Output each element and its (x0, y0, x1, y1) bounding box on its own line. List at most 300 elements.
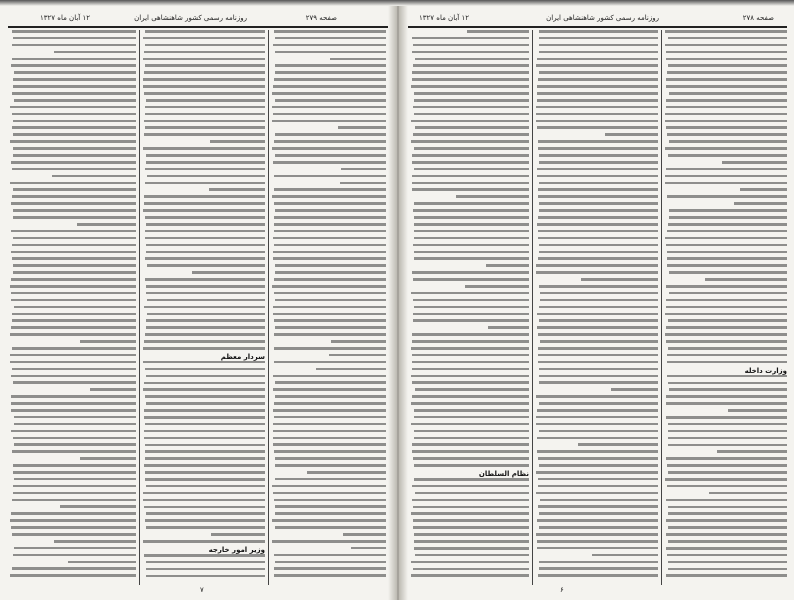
text-line (412, 37, 529, 40)
text-line (13, 437, 136, 440)
text-line (412, 395, 529, 398)
text-line (412, 188, 529, 191)
text-line (536, 533, 658, 536)
text-line (12, 244, 136, 247)
text-line (668, 347, 787, 350)
text-line (666, 547, 787, 550)
text-line (12, 195, 136, 198)
text-line (539, 244, 658, 247)
text-line (11, 526, 136, 529)
text-line (274, 202, 386, 205)
text-line (272, 519, 386, 522)
text-line (144, 430, 265, 433)
text-line (275, 209, 386, 212)
text-line (413, 568, 529, 571)
text-line (146, 561, 265, 564)
text-line (143, 37, 265, 40)
text-line (668, 382, 787, 385)
text-line (144, 202, 265, 205)
text-line (273, 251, 386, 254)
text-line (414, 99, 530, 102)
text-line (12, 257, 136, 260)
text-line (143, 388, 265, 391)
text-line (539, 30, 658, 33)
text-line (414, 113, 529, 116)
text-line (274, 361, 386, 364)
text-line (540, 292, 658, 295)
text-line (12, 92, 136, 95)
text-line (272, 92, 386, 95)
text-line (13, 381, 136, 384)
text-line (144, 554, 265, 557)
text-line (537, 58, 658, 61)
text-line (412, 271, 529, 274)
text-line (665, 147, 787, 150)
text-line (666, 85, 787, 88)
text-line (146, 326, 265, 329)
text-line (13, 37, 136, 40)
text-line (539, 161, 658, 164)
text-line (274, 140, 386, 143)
text-line (539, 71, 658, 74)
text-line (669, 216, 788, 219)
text-line (275, 395, 386, 398)
text-line (12, 533, 136, 536)
text-line (538, 333, 658, 336)
text-line (414, 168, 530, 171)
text-line (146, 402, 265, 405)
text-line (538, 478, 658, 481)
text-line (275, 505, 386, 508)
text-line (275, 51, 386, 54)
text-line (145, 113, 265, 116)
text-line (273, 492, 386, 495)
text-line (668, 223, 787, 226)
text-line (412, 71, 529, 74)
text-line (412, 182, 529, 185)
text-line (666, 285, 787, 288)
text-line (414, 257, 529, 260)
text-line (11, 299, 136, 302)
text-line (539, 381, 658, 384)
text-line (274, 78, 386, 81)
page-number: صفحه ۲۷۹ (305, 14, 337, 22)
text-line (13, 464, 136, 467)
text-line (144, 464, 265, 467)
text-line (486, 264, 529, 267)
text-line (537, 313, 658, 316)
text-line (145, 30, 265, 33)
section-heading: سردار معظم (220, 352, 265, 361)
text-line (275, 264, 386, 267)
text-line (274, 278, 386, 281)
text-line (145, 395, 265, 398)
text-line (411, 375, 529, 378)
text-line (413, 299, 529, 302)
text-line (274, 244, 386, 247)
text-line (538, 216, 658, 219)
text-line (413, 209, 529, 212)
text-line (668, 37, 787, 40)
text-line (275, 457, 386, 460)
text-line (668, 437, 787, 440)
text-line (145, 278, 265, 281)
text-line (728, 409, 787, 412)
text-line (413, 64, 529, 67)
text-line (538, 485, 658, 488)
text-line (740, 188, 787, 191)
text-line (581, 278, 658, 281)
text-line (275, 99, 386, 102)
text-line (145, 182, 265, 185)
text-line (414, 216, 529, 219)
text-line (275, 512, 386, 515)
text-line (667, 361, 787, 364)
text-line (414, 251, 529, 254)
text-line (145, 333, 265, 336)
text-line (274, 223, 386, 226)
text-line (666, 126, 787, 129)
text-line (414, 306, 529, 309)
page-number: صفحه ۲۷۸ (742, 14, 774, 22)
text-line (538, 147, 658, 150)
text-line (667, 195, 787, 198)
text-line (144, 133, 265, 136)
text-line (539, 319, 659, 322)
text-line (274, 574, 386, 577)
text-line (668, 319, 787, 322)
text-line (10, 182, 136, 185)
text-line (668, 568, 787, 571)
text-line (413, 457, 529, 460)
text-line (668, 526, 787, 529)
text-line (144, 71, 265, 74)
text-line (539, 209, 658, 212)
text-line (144, 92, 265, 95)
text-line (669, 92, 787, 95)
text-line (274, 30, 386, 33)
text-line (412, 161, 529, 164)
text-line (414, 478, 529, 481)
text-line (12, 113, 136, 116)
text-line (273, 85, 386, 88)
text-line (734, 202, 787, 205)
text-line (145, 257, 265, 260)
text-line (537, 168, 658, 171)
text-line (146, 375, 265, 378)
scan-shadow (0, 0, 794, 6)
text-line (146, 512, 265, 515)
text-line (412, 499, 529, 502)
text-line (412, 368, 529, 371)
text-line (145, 478, 265, 481)
text-line (144, 437, 265, 440)
text-line (275, 299, 386, 302)
text-line (456, 195, 529, 198)
text-line (12, 368, 136, 371)
text-line (12, 313, 136, 316)
text-line (414, 409, 529, 412)
text-line (272, 195, 386, 198)
text-line (666, 78, 787, 81)
text-line (14, 478, 136, 481)
text-line (665, 313, 787, 316)
text-line (411, 561, 529, 564)
text-line (666, 395, 787, 398)
text-line (668, 444, 787, 447)
text-line (539, 402, 658, 405)
text-line (14, 443, 136, 446)
text-column (10, 30, 136, 585)
text-line (68, 561, 136, 564)
text-line (414, 202, 529, 205)
text-line (411, 140, 529, 143)
text-line (144, 506, 266, 509)
text-line (668, 64, 787, 67)
column-divider (532, 30, 533, 585)
text-line (538, 230, 658, 233)
text-line (145, 471, 265, 474)
header-rule (407, 26, 787, 28)
text-column (665, 30, 787, 585)
text-line (668, 471, 787, 474)
text-line (146, 575, 265, 578)
text-line (605, 133, 658, 136)
text-line (145, 444, 265, 447)
text-line (540, 499, 658, 502)
text-line (667, 464, 787, 467)
text-line (11, 326, 136, 329)
text-line (414, 230, 529, 233)
text-line (540, 299, 658, 302)
text-line (411, 347, 529, 350)
text-line (273, 375, 386, 378)
text-line (13, 271, 136, 274)
page-footer-number: ۶ (560, 586, 564, 594)
text-line (146, 244, 265, 247)
text-line (145, 216, 265, 219)
text-line (13, 78, 136, 81)
text-line (12, 450, 136, 453)
text-line (538, 257, 658, 260)
text-line (668, 561, 787, 564)
text-line (536, 113, 658, 116)
text-line (538, 574, 658, 577)
text-line (668, 512, 787, 515)
text-line (666, 326, 787, 329)
text-line (666, 58, 787, 61)
text-line (669, 140, 787, 143)
text-line (540, 340, 659, 343)
text-line (666, 99, 788, 102)
text-line (415, 492, 529, 495)
text-line (14, 423, 136, 426)
text-line (467, 30, 529, 33)
text-line (11, 64, 136, 67)
text-line (539, 375, 658, 378)
text-line (144, 195, 265, 198)
text-line (539, 567, 658, 570)
text-line (144, 382, 265, 385)
section-heading: وزیر امور خارجه (208, 545, 265, 554)
text-line (146, 319, 265, 322)
text-line (10, 106, 136, 109)
text-line (538, 237, 658, 240)
text-line (667, 375, 787, 378)
text-line (13, 485, 136, 488)
text-line (146, 292, 265, 295)
text-column (272, 30, 386, 585)
text-line (539, 285, 658, 288)
text-line (538, 361, 658, 364)
text-line (146, 485, 265, 488)
text-line (666, 457, 787, 460)
newspaper-title: روزنامه رسمی کشور شاهنشاهی ایران (134, 14, 247, 22)
text-line (209, 188, 265, 191)
text-line (145, 237, 265, 240)
text-line (667, 485, 787, 488)
text-line (12, 30, 136, 33)
text-line (666, 340, 787, 343)
section-heading: نظام السلطان (478, 470, 529, 478)
text-line (415, 126, 529, 129)
text-line (665, 478, 787, 481)
column-divider (139, 30, 140, 585)
left-page-header (0, 14, 397, 26)
text-line (273, 388, 386, 391)
text-line (273, 437, 386, 440)
text-line (316, 368, 386, 371)
text-line (414, 547, 529, 550)
text-line (10, 361, 136, 364)
text-line (275, 64, 386, 67)
text-line (274, 292, 386, 295)
text-line (143, 147, 265, 150)
text-line (539, 464, 658, 467)
text-line (145, 44, 265, 47)
text-line (665, 44, 787, 47)
text-line (665, 333, 787, 336)
text-line (717, 450, 787, 453)
newspaper-title: روزنامه رسمی کشور شاهنشاهی ایران (546, 14, 659, 22)
text-line (666, 244, 787, 247)
text-line (11, 278, 136, 281)
text-line (537, 326, 658, 329)
text-line (11, 402, 137, 405)
text-line (272, 485, 386, 488)
text-line (147, 175, 265, 178)
text-column (536, 30, 658, 585)
text-line (143, 209, 265, 212)
column-divider (268, 30, 269, 585)
text-line (10, 354, 136, 357)
text-line (666, 402, 787, 405)
text-line (14, 547, 136, 550)
text-line (669, 271, 787, 274)
text-line (415, 388, 529, 391)
text-line (145, 368, 265, 371)
text-line (147, 299, 265, 302)
text-line (414, 464, 529, 467)
text-line (146, 99, 265, 102)
text-line (13, 85, 136, 88)
text-line (414, 416, 529, 419)
text-line (412, 51, 529, 54)
text-line (145, 450, 265, 453)
text-line (413, 278, 529, 281)
text-line (412, 354, 529, 357)
text-line (145, 106, 265, 109)
text-line (666, 299, 787, 302)
text-line (666, 416, 787, 419)
text-line (145, 230, 265, 233)
text-line (413, 313, 529, 316)
text-line (578, 443, 658, 446)
text-line (272, 120, 386, 123)
text-line (666, 519, 787, 522)
text-line (536, 471, 658, 474)
text-line (12, 44, 136, 47)
text-line (273, 443, 386, 446)
text-line (411, 423, 529, 426)
text-line (341, 168, 386, 171)
text-line (146, 161, 265, 164)
text-line (275, 478, 386, 481)
text-line (274, 319, 386, 322)
text-line (11, 409, 136, 412)
text-line (722, 161, 787, 164)
text-line (413, 519, 529, 522)
text-line (411, 574, 529, 577)
text-line (538, 347, 658, 350)
text-line (80, 457, 136, 460)
text-line (412, 333, 529, 336)
text-line (273, 430, 386, 433)
text-line (11, 251, 136, 254)
text-line (611, 388, 658, 391)
text-line (13, 188, 136, 191)
text-line (665, 237, 787, 240)
text-line (273, 313, 386, 316)
text-line (13, 154, 136, 157)
text-line (411, 120, 529, 123)
text-line (537, 92, 658, 95)
text-line (539, 561, 658, 564)
text-line (274, 402, 386, 405)
text-line (275, 271, 386, 274)
text-line (274, 216, 386, 219)
text-line (275, 37, 386, 40)
text-line (668, 540, 787, 543)
text-line (274, 188, 386, 191)
text-line (415, 554, 529, 557)
text-line (211, 533, 265, 536)
text-line (537, 540, 658, 543)
issue-date: ۱۲ آبان ماه ۱۳۲۷ (40, 14, 90, 22)
text-line (666, 499, 787, 502)
text-line (145, 168, 265, 171)
text-line (275, 526, 386, 529)
text-line (412, 361, 529, 364)
text-line (669, 209, 787, 212)
text-line (414, 237, 529, 240)
text-line (537, 126, 658, 129)
text-line (412, 381, 529, 384)
text-line (412, 443, 529, 446)
text-line (537, 175, 658, 178)
text-line (11, 430, 136, 433)
text-line (413, 106, 529, 109)
